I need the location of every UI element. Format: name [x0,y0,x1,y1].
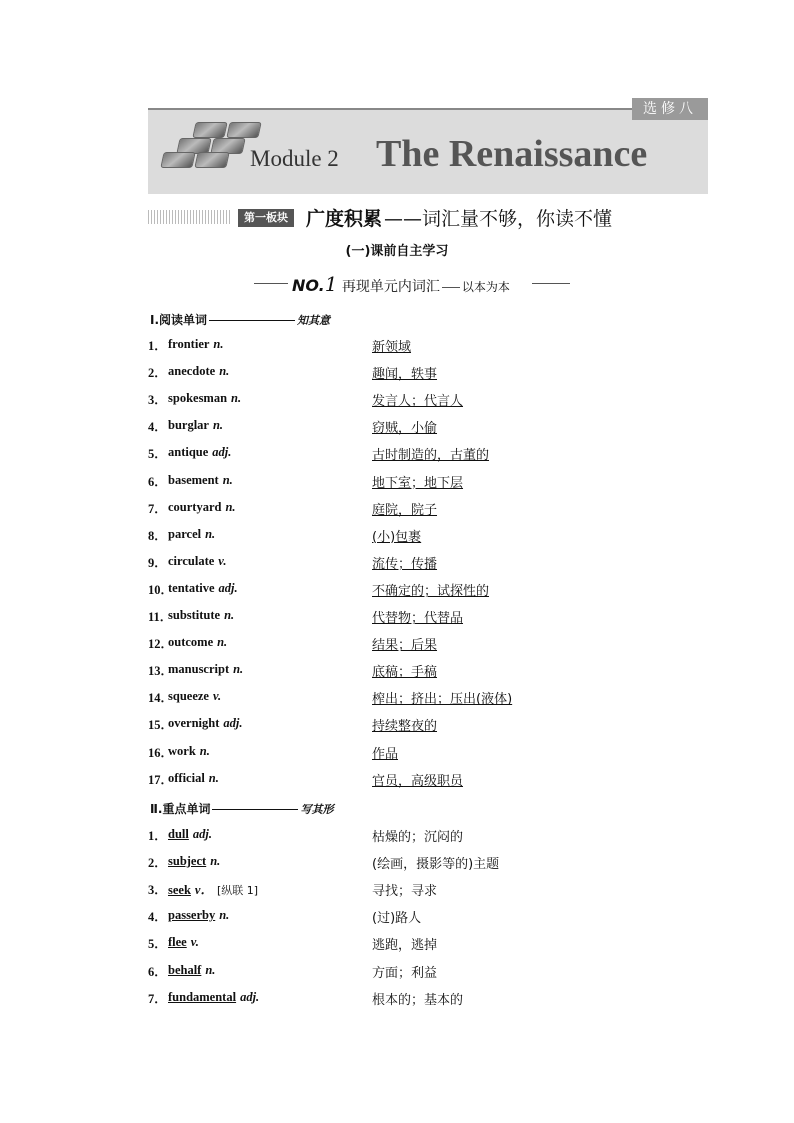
item-number: 9． [148,555,167,570]
term-word: spokesman [168,391,228,406]
term-word: work [168,743,196,758]
term-word: overnight [168,716,220,731]
part-of-speech: adj. [192,827,212,841]
vocab-row [148,770,648,790]
term-word: manuscript [168,662,230,677]
module-label: Module 2 [250,146,339,171]
part-of-speech: n. [217,635,228,650]
part-of-speech: adj. [240,989,260,1004]
term-meaning: 底稿；手稿 [372,665,438,681]
vocab-row [148,743,648,763]
term [168,472,233,488]
term [168,688,221,704]
term [168,989,259,1005]
no-prefix: NO. [292,276,325,295]
item-number: 4． [148,910,167,925]
hatch-decoration [148,210,232,224]
no-number: 1 [324,272,338,296]
term-word: anecdote [168,364,216,379]
section-header [148,204,708,232]
item-number: 2． [148,856,167,871]
term [168,880,258,898]
term-meaning: 持续整夜的 [372,719,438,735]
term-word: flee [168,935,187,950]
term-meaning: 流传；传播 [372,556,438,572]
part-of-speech: n. [210,854,221,869]
term-meaning: 古时制造的，古董的 [372,448,490,464]
part2-dash [212,809,298,810]
part-of-speech: n. [199,743,210,758]
vocab-row [148,661,648,681]
term [168,444,231,460]
term-meaning: 根本的；基本的 [372,992,464,1008]
part-of-speech: n. [219,908,230,923]
item-number: 15． [148,718,174,733]
item-number: 11． [148,610,173,624]
term-word: outcome [168,635,214,650]
term-meaning: (小)包裹 [372,529,422,545]
vocab-row [148,417,648,437]
part-of-speech: n. [231,391,242,406]
term-meaning: 发言人；代言人 [372,394,464,410]
section-heading-rest: ——词汇量不够，你读不懂 [384,208,613,230]
term-meaning: 不确定的；试探性的 [372,583,490,599]
term [168,907,229,923]
part-of-speech: v. [218,553,227,568]
part-of-speech: v. [190,935,199,950]
vocab-row [148,363,648,383]
term-word: dull [168,827,189,841]
term-meaning: 枯燥的；沉闷的 [372,830,464,845]
item-number: 17． [148,772,174,787]
term [168,553,226,569]
no-heading [254,272,570,294]
term [168,826,212,842]
decor-photo-6 [194,152,229,168]
vocab-row [148,499,648,519]
term-word: tentative [168,580,215,595]
term [168,634,227,650]
no-subtitle: 以本为本 [461,280,510,294]
item-number: 8． [148,528,167,543]
item-number: 1． [148,829,167,843]
term-meaning: 作品 [372,746,399,762]
item-number: 7． [148,991,167,1006]
term-meaning: 新领域 [372,340,412,355]
vocab-row [148,853,648,873]
term-meaning: 趣闻，轶事 [372,367,438,383]
item-number: 3． [148,393,167,408]
item-number: 2． [148,366,167,381]
term-word: circulate [168,553,215,568]
vocab-row [148,444,648,464]
part-of-speech: n. [213,337,224,351]
vocab-row [148,390,648,410]
part1-hint: 知其意 [297,314,331,327]
term [168,770,219,786]
part-of-speech: v. [212,689,222,704]
term-word: substitute [168,608,221,622]
term-meaning: 榨出；挤出；压出(液体) [372,692,513,708]
term-meaning: 代替物；代替品 [372,611,464,626]
item-number: 3． [148,883,167,898]
section-heading [306,204,612,231]
term [168,499,236,515]
vocab-row [148,580,648,600]
term [168,607,234,623]
no-separator [442,287,460,288]
term-meaning: 寻找；寻求 [372,884,438,900]
item-number: 16． [148,745,174,760]
banner-decoration [158,118,258,166]
part-of-speech: n. [208,770,219,785]
decor-photo-2 [226,122,261,138]
vocab-row [148,934,648,954]
term-word: parcel [168,526,202,541]
part-of-speech: adj. [218,580,238,595]
part-of-speech: adj. [223,716,243,731]
term-word: squeeze [168,689,209,704]
part2-hint: 写其形 [300,803,334,816]
decor-photo-1 [192,122,227,138]
section-heading-main: 广度积累 [306,208,383,230]
term-word: burglar [168,418,209,433]
term-meaning: 庭院，院子 [372,502,438,518]
no-title: 再现单元内词汇 [341,279,440,295]
term [168,661,243,677]
item-number: 12． [148,637,174,652]
section-tag: 第一板块 [238,209,294,227]
vocab-row [148,962,648,982]
term [168,962,215,978]
term-meaning: (过)路人 [372,911,422,927]
part-of-speech: n. [219,364,230,379]
item-number: 5． [148,937,167,952]
part-of-speech: n. [205,962,216,977]
term [168,580,238,596]
term-word: official [168,770,205,785]
part-of-speech: n. [222,472,233,487]
item-number: 4． [148,420,167,435]
vocab-row [148,989,648,1009]
cross-reference: [纵联 1] [216,884,259,898]
term [168,934,199,950]
term [168,417,223,433]
part-of-speech: v． [194,883,213,898]
term [168,853,220,869]
term-word: subject [168,854,207,869]
no-heading-text [292,272,510,296]
term-word: fundamental [168,989,237,1004]
term-meaning: 逃跑，逃掉 [372,938,438,954]
item-number: 6． [148,964,167,979]
vocab-row [148,688,648,708]
part-of-speech: n. [205,526,216,541]
term [168,336,223,352]
term [168,526,215,542]
term-meaning: 结果；后果 [372,638,438,654]
module-banner [148,101,708,194]
part-of-speech: n. [224,608,235,622]
part1-dash [209,320,295,321]
term-word: frontier [168,337,210,351]
part1-title [150,311,330,328]
vocab-row [148,880,648,900]
term-word: behalf [168,962,202,977]
part-of-speech: adj. [212,445,232,460]
item-number: 5． [148,447,167,462]
vocab-row [148,715,648,735]
item-number: 1． [148,339,167,353]
item-number: 6． [148,474,167,489]
term-meaning: 方面；利益 [372,965,438,981]
term [168,390,241,406]
vocab-row [148,336,648,356]
term-meaning: 窃贼，小偷 [372,421,438,437]
term [168,715,242,731]
term-word: basement [168,472,219,487]
term-word: courtyard [168,499,222,514]
vocab-row [148,472,648,492]
decor-photo-5 [160,152,195,168]
vocab-row [148,553,648,573]
vocab-row [148,634,648,654]
part2-title-text: Ⅱ.重点单词 [150,802,211,816]
item-number: 7． [148,501,167,516]
term-meaning: 地下室；地下层 [372,475,464,491]
item-number: 14． [148,691,174,706]
term-meaning: (绘画，摄影等的)主题 [372,857,500,873]
volume-tag: 选修八 [632,98,708,120]
term-word: seek [168,883,191,898]
item-number: 13． [148,664,174,679]
part-of-speech: n. [225,499,236,514]
vocab-row [148,526,648,546]
part2-title [150,800,333,817]
sub-heading: (一)课前自主学习 [345,244,449,259]
no-rule-left [254,283,288,284]
part-of-speech: n. [212,418,224,433]
module-title: The Renaissance [376,133,648,175]
vocab-row [148,607,648,627]
item-number: 10． [148,582,174,597]
term [168,363,229,379]
vocab-row [148,907,648,927]
part1-title-text: Ⅰ.阅读单词 [150,313,208,327]
part-of-speech: n. [233,662,244,677]
term-word: passerby [168,908,216,923]
term-meaning: 官员，高级职员 [372,773,464,789]
no-rule-right [532,283,570,284]
term-word: antique [168,445,209,460]
vocab-row [148,826,648,846]
term [168,743,210,759]
